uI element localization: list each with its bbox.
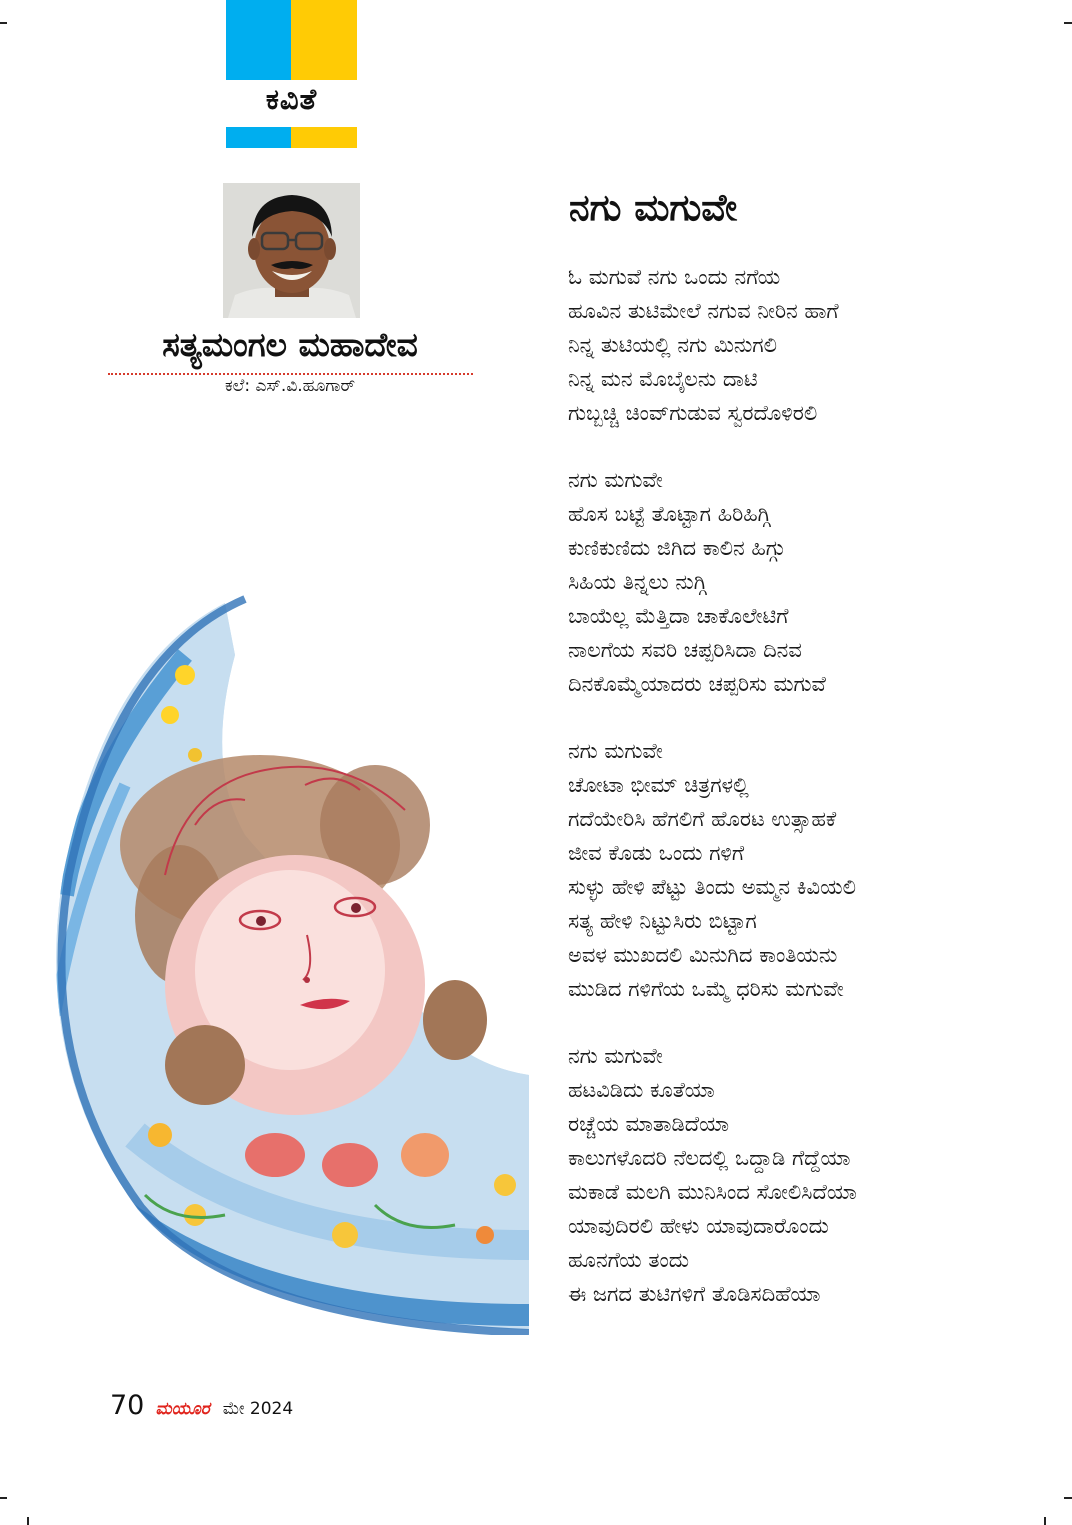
- crop-mark: [0, 1497, 7, 1499]
- poem-line: ಹೊಸ ಬಟ್ಟೆ ತೊಟ್ಟಾಗ ಹಿರಿಹಿಗ್ಗಿ: [568, 502, 771, 526]
- poem-line: ಸತ್ಯ ಹೇಳಿ ನಿಟ್ಟುಸಿರು ಬಿಟ್ಟಾಗ: [568, 909, 757, 933]
- poem-line: ರಚ್ಚೆಯ ಮಾತಾಡಿದೆಯಾ: [568, 1112, 730, 1136]
- poem-stanza: [568, 734, 1048, 1006]
- crop-mark: [1064, 22, 1072, 24]
- poem-line: ನಾಲಗೆಯ ಸವರಿ ಚಪ್ಪರಿಸಿದಾ ದಿನವ: [568, 638, 802, 662]
- section-tag-bottom-bar: [226, 127, 357, 148]
- art-credit: ಕಲೆ: ಎಸ್.ವಿ.ಹೂಗಾರ್: [224, 376, 356, 396]
- poem-line: ಮಕಾಡೆ ಮಲಗಿ ಮುನಿಸಿಂದ ಸೋಲಿಸಿದೆಯಾ: [568, 1180, 857, 1204]
- author-name: ಸತ್ಯಮಂಗಲ ಮಹಾದೇವ: [162, 325, 418, 364]
- poem-line: ಗುಬ್ಬಚ್ಚಿ ಚಿಂವ್‌ಗುಡುವ ಸ್ವರದೊಳಿರಲಿ: [568, 401, 818, 425]
- crop-mark: [0, 22, 7, 24]
- child-illustration: [45, 595, 529, 1335]
- poem-line: ಯಾವುದಿರಲಿ ಹೇಳು ಯಾವುದಾರೊಂದು: [568, 1214, 829, 1238]
- poem-line: ದಿನಕೊಮ್ಮೆಯಾದರು ಚಪ್ಪರಿಸು ಮಗುವೆ: [568, 672, 826, 696]
- crop-mark: [27, 1517, 29, 1525]
- magazine-logo: ಮಯೂರ: [155, 1399, 210, 1419]
- poem-line: ಹೂನಗೆಯ ತಂದು: [568, 1248, 689, 1272]
- poem-line: ಕುಣಿಕುಣಿದು ಜಿಗಿದ ಕಾಲಿನ ಹಿಗ್ಗು: [568, 536, 786, 560]
- poem-line: ಹೂವಿನ ತುಟಿಮೇಲೆ ನಗುವ ನೀರಿನ ಹಾಗೆ: [568, 299, 839, 323]
- crop-mark: [1044, 1517, 1046, 1525]
- author-divider: [108, 373, 473, 375]
- page-footer: [110, 1390, 293, 1430]
- poem-stanza: [568, 463, 1048, 701]
- section-tag-yellow: [291, 127, 357, 148]
- author-photo: [223, 183, 360, 318]
- poem-line: ಕಾಲುಗಳೊದರಿ ನೆಲದಲ್ಲಿ ಒದ್ದಾಡಿ ಗೆದ್ದೆಯಾ: [568, 1146, 851, 1170]
- poem-line: ಅವಳ ಮುಖದಲಿ ಮಿನುಗಿದ ಕಾಂತಿಯನು: [568, 943, 838, 967]
- poem-line: ನಿನ್ನ ತುಟಿಯಲ್ಲಿ ನಗು ಮಿನುಗಲಿ: [568, 333, 777, 357]
- poem-line: ಬಾಯೆಲ್ಲ ಮೆತ್ತಿದಾ ಚಾಕೊಲೇಟಿಗೆ: [568, 604, 789, 628]
- poem-line: ಚೋಟಾ ಭೀಮ್ ಚಿತ್ರಗಳಲ್ಲಿ: [568, 773, 749, 797]
- poem-body: [568, 260, 1048, 1344]
- poem-line: ನಗು ಮಗುವೇ: [568, 468, 663, 492]
- section-tag-yellow: [291, 0, 357, 80]
- poem-line: ಹಟವಿಡಿದು ಕೂತೆಯಾ: [568, 1078, 715, 1102]
- poem-line: ಸಿಹಿಯ ತಿನ್ನಲು ನುಗ್ಗಿ: [568, 570, 707, 594]
- section-tag-blue: [226, 0, 291, 80]
- poem-line: ಈ ಜಗದ ತುಟಿಗಳಿಗೆ ತೊಡಿಸದಿಹೆಯಾ: [568, 1282, 821, 1306]
- poem-line: ಓ ಮಗುವೆ ನಗು ಒಂದು ನಗೆಯ: [568, 265, 781, 289]
- poem-line: ನಗು ಮಗುವೇ: [568, 1044, 663, 1068]
- page-number: 70: [110, 1390, 145, 1421]
- poem-title: ನಗು ಮಗುವೇ: [569, 186, 738, 229]
- crop-mark: [1064, 1497, 1072, 1499]
- poem-line: ಮುಡಿದ ಗಳಿಗೆಯ ಒಮ್ಮೆ ಧರಿಸು ಮಗುವೇ: [568, 977, 844, 1001]
- poem-line: ಗದೆಯೇರಿಸಿ ಹೆಗಲಿಗೆ ಹೊರಟ ಉತ್ಸಾಹಕೆ: [568, 807, 837, 831]
- poem-line: ಜೀವ ಕೊಡು ಒಂದು ಗಳಿಗೆ: [568, 841, 745, 865]
- issue-date: ಮೇ 2024: [222, 1399, 294, 1419]
- section-tag-blue: [226, 127, 291, 148]
- poem-stanza: [568, 260, 1048, 430]
- poem-line: ನಗು ಮಗುವೇ: [568, 739, 663, 763]
- section-label: ಕವಿತೆ: [265, 82, 318, 116]
- poem-line: ನಿನ್ನ ಮನ ಮೊಬೈಲನು ದಾಟಿ: [568, 367, 758, 391]
- section-tag-top-bar: [226, 0, 357, 80]
- poem-stanza: [568, 1039, 1048, 1311]
- poem-line: ಸುಳ್ಳು ಹೇಳಿ ಪೆಟ್ಟು ತಿಂದು ಅಮ್ಮನ ಕಿವಿಯಲಿ: [568, 875, 856, 899]
